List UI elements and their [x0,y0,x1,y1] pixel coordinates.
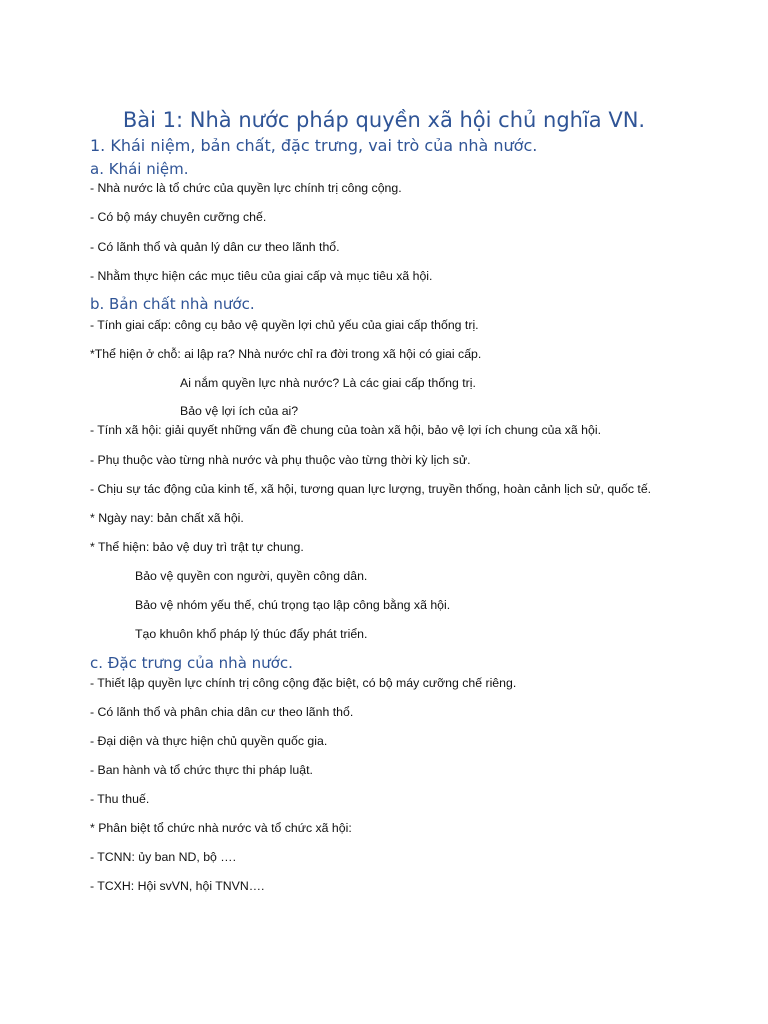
paragraph-line: - Nhằm thực hiện các mục tiêu của giai cấp và mục tiêu xã hội. [90,269,433,283]
paragraph-line: * Phân biệt tổ chức nhà nước và tổ chức xã hội: [90,821,352,835]
paragraph-line: - Đại diện và thực hiện chủ quyền quốc gia. [90,734,328,748]
paragraph-line: - Nhà nước là tổ chức của quyền lực chính trị công cộng. [90,181,402,195]
document-title: Bài 1: Nhà nước pháp quyền xã hội chủ nghĩa VN. [122,108,646,132]
section-1-heading: 1. Khái niệm, bản chất, đặc trưng, vai trò của nhà nước. [90,136,538,155]
paragraph-line: * Thể hiện: bảo vệ duy trì trật tự chung. [90,540,304,554]
paragraph-line: - TCNN: ủy ban ND, bộ …. [90,850,237,864]
subsection-a-heading: a. Khái niệm. [90,160,189,178]
paragraph-line-indented: Tạo khuôn khổ pháp lý thúc đẩy phát triển. [135,627,368,641]
paragraph-line-indented: Ai nắm quyền lực nhà nước? Là các giai cấp thống trị. [180,376,476,390]
paragraph-line: - Có lãnh thổ và quản lý dân cư theo lãnh thổ. [90,240,340,254]
paragraph-line: - Tính xã hội: giải quyết những vấn đề chung của toàn xã hội, bảo vệ lợi ích chung của xã hội. [90,423,602,437]
paragraph-line-indented: Bảo vệ lợi ích của ai? [180,404,299,418]
paragraph-line: - Thiết lập quyền lực chính trị công cộng đặc biệt, có bộ máy cưỡng chế riêng. [90,676,517,690]
paragraph-line: - Tính giai cấp: công cụ bảo vệ quyền lợi chủ yếu của giai cấp thống trị. [90,318,479,332]
paragraph-line: - Phụ thuộc vào từng nhà nước và phụ thuộc vào từng thời kỳ lịch sử. [90,453,471,467]
paragraph-line-indented: Bảo vệ nhóm yếu thế, chú trọng tạo lập công bằng xã hội. [135,598,451,612]
subsection-c-heading: c. Đặc trưng của nhà nước. [90,654,293,672]
paragraph-line: - Thu thuế. [90,792,150,806]
paragraph-line: - Có lãnh thổ và phân chia dân cư theo lãnh thổ. [90,705,354,719]
paragraph-line: - TCXH: Hội svVN, hội TNVN…. [90,879,265,893]
paragraph-line: - Có bộ máy chuyên cưỡng chế. [90,210,267,224]
paragraph-line: * Ngày nay: bản chất xã hội. [90,511,244,525]
paragraph-line-indented: Bảo vệ quyền con người, quyền công dân. [135,569,368,583]
paragraph-line: - Ban hành và tổ chức thực thi pháp luật. [90,763,313,777]
paragraph-line: *Thể hiện ở chỗ: ai lập ra? Nhà nước chỉ ra đời trong xã hội có giai cấp. [90,347,482,361]
paragraph-line: - Chịu sự tác động của kinh tế, xã hội, tương quan lực lượng, truyền thống, hoàn cảnh lịch sử, quốc tế. [90,482,652,496]
subsection-b-heading: b. Bản chất nhà nước. [90,295,255,313]
